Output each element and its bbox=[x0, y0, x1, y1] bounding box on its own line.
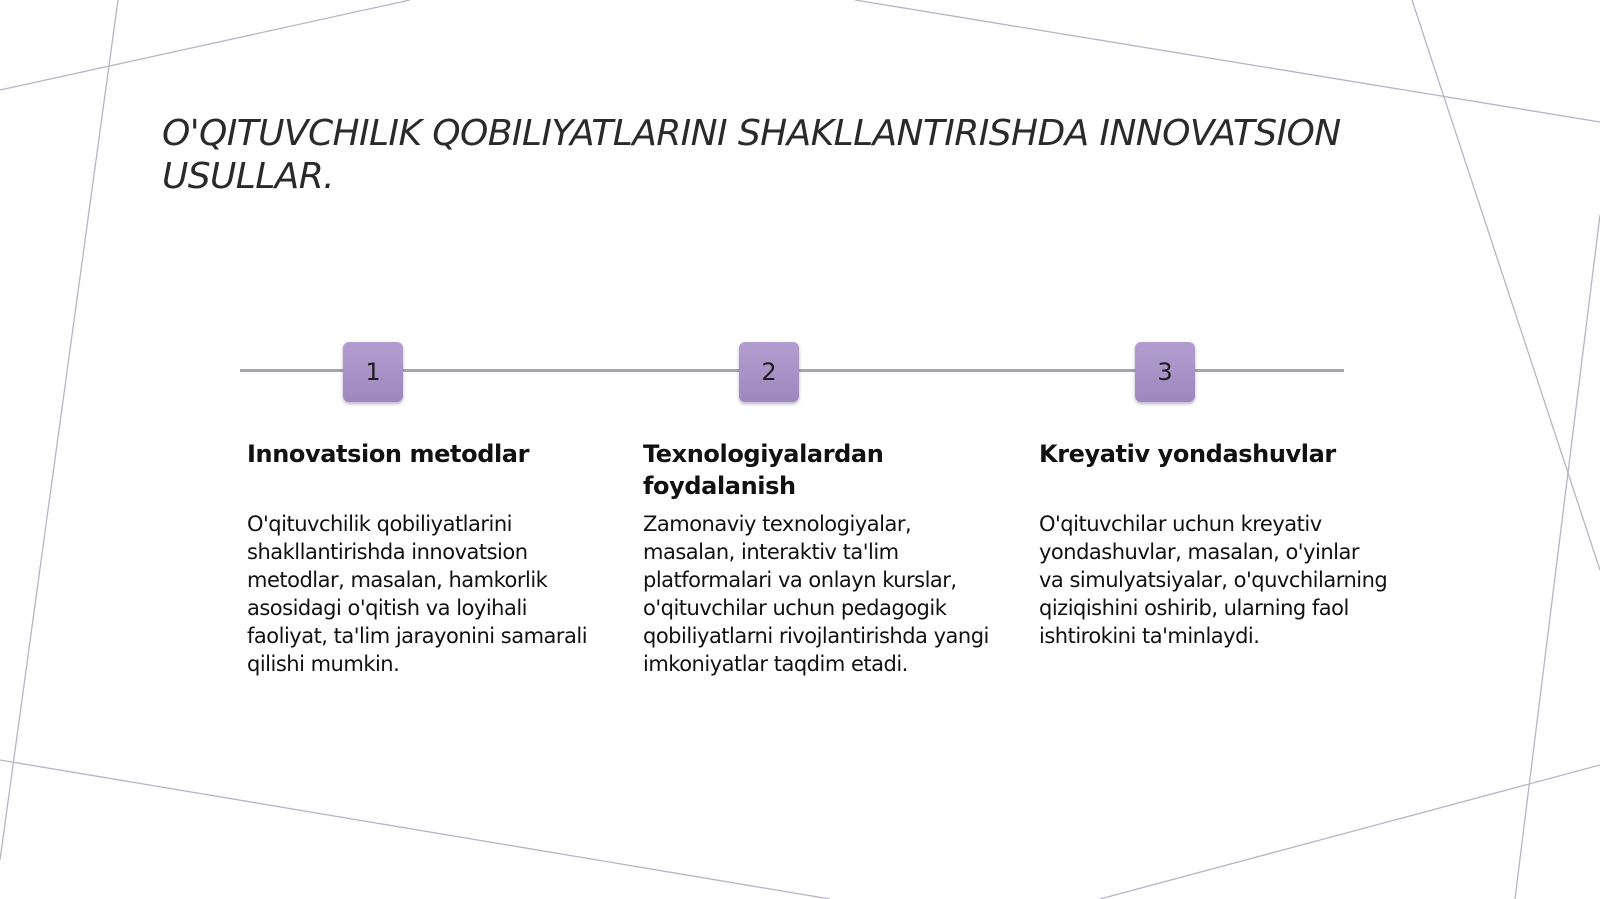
step-heading: Texnologiyalardan foydalanish bbox=[643, 440, 884, 500]
step-column-1 bbox=[247, 438, 597, 676]
step-description: Zamonaviy texnologiyalar, masalan, interaktiv ta'lim platformalari va onlayn kurslar, o'qituvchilar uchun pedagogik qobiliyatlarni rivojlantirishda yangi imkoniyatlar taqdim etadi. bbox=[643, 512, 989, 676]
step-description: O'qituvchilar uchun kreyativ yondashuvlar, masalan, o'yinlar va simulyatsiyalar, o'quvchilarning qiziqishini oshirib, ularning faol ishtirokini ta'minlaydi. bbox=[1039, 512, 1388, 648]
step-badge-1: 1 bbox=[343, 342, 403, 402]
decorative-line bbox=[1100, 765, 1600, 899]
decorative-line bbox=[0, 0, 410, 90]
step-column-3 bbox=[1039, 438, 1389, 648]
decorative-line bbox=[1412, 0, 1600, 570]
step-badge-2: 2 bbox=[739, 342, 799, 402]
decorative-line bbox=[0, 760, 830, 899]
step-heading: Innovatsion metodlar bbox=[247, 440, 530, 468]
step-heading: Kreyativ yondashuvlar bbox=[1039, 440, 1336, 468]
step-badge-3: 3 bbox=[1135, 342, 1195, 402]
step-description: O'qituvchilik qobiliyatlarini shakllantirishda innovatsion metodlar, masalan, hamkorlik asosidagi o'qitish va loyihali faoliyat, ta'lim jarayonini samarali qilishi mumkin. bbox=[247, 512, 588, 676]
decorative-line bbox=[855, 0, 1600, 122]
step-column-2 bbox=[643, 438, 993, 676]
decorative-line bbox=[1515, 215, 1600, 899]
decorative-line bbox=[0, 0, 118, 860]
slide-title: O'QITUVCHILIK QOBILIYATLARINI SHAKLLANTIRISHDA INNOVATSION USULLAR. bbox=[162, 113, 1341, 197]
